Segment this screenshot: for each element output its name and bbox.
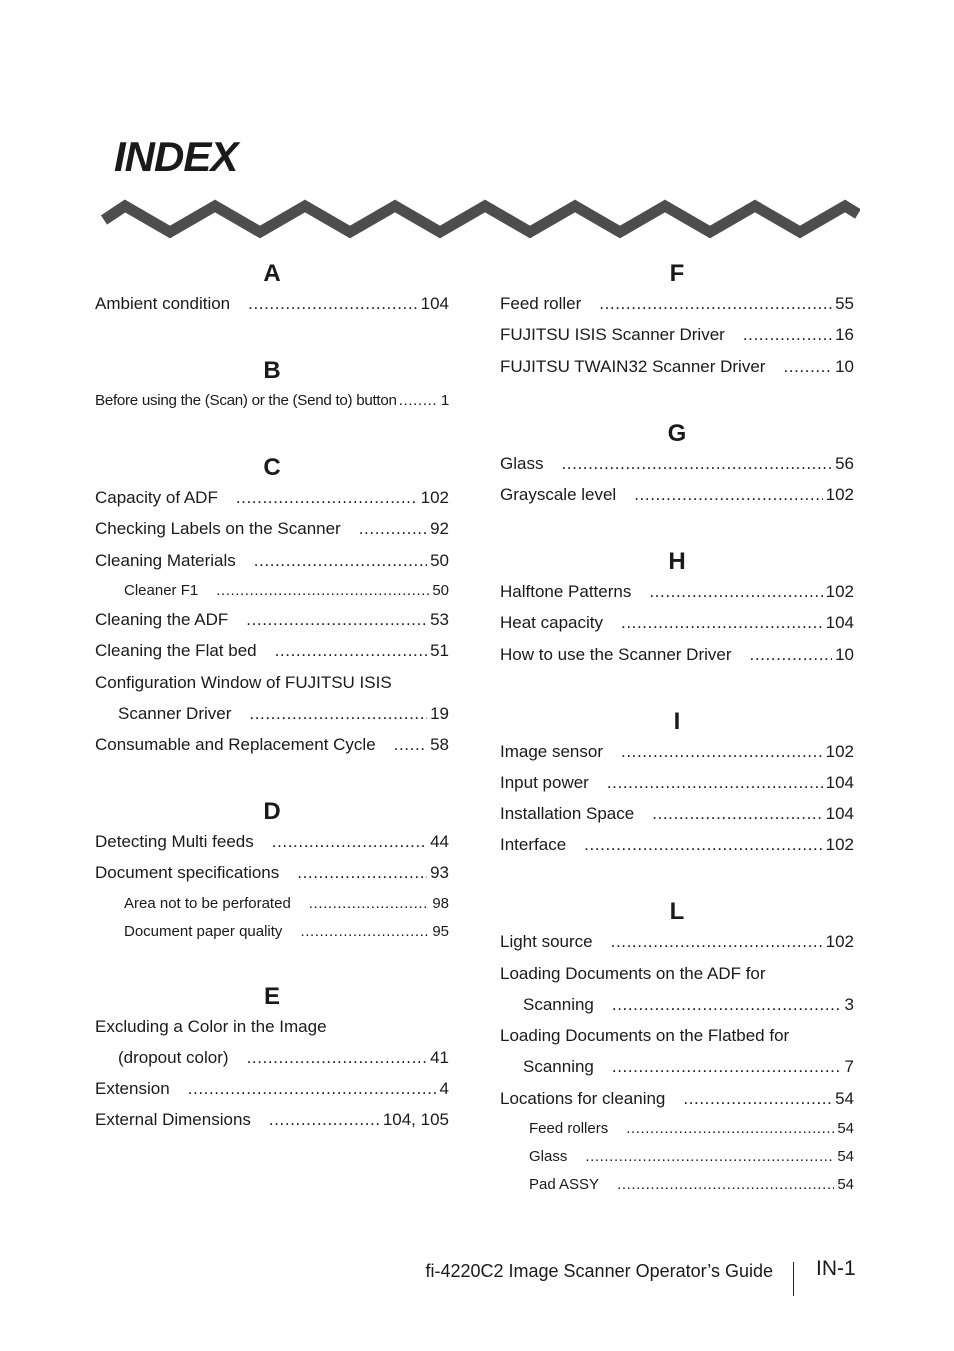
- index-subentry: Document paper quality ..... 95: [124, 922, 449, 942]
- index-entry: Feed roller ..... 55: [500, 294, 854, 314]
- index-entry: Cleaning the ADF ..... 53: [95, 610, 449, 630]
- page-title: INDEX: [114, 133, 238, 180]
- index-entry: Locations for cleaning ..... 54: [500, 1089, 854, 1109]
- index-subentry: Glass ..... 54: [529, 1147, 854, 1167]
- index-subentry: Feed rollers ..... 54: [529, 1119, 854, 1139]
- index-entry: Input power ..... 104: [500, 773, 854, 793]
- index-entry: External Dimensions ..... 104, 105: [95, 1110, 449, 1130]
- index-entry: Before using the (Scan) or the (Send to) button ..... 1: [95, 391, 449, 411]
- index-entry: Checking Labels on the Scanner ..... 92: [95, 519, 449, 539]
- index-entry: Document specifications ..... 93: [95, 863, 449, 883]
- index-entry: How to use the Scanner Driver ..... 10: [500, 645, 854, 665]
- section-letter-i: I: [673, 708, 681, 735]
- section-letter-f: F: [669, 260, 685, 287]
- index-entry: Cleaning Materials ..... 50: [95, 551, 449, 571]
- index-entry: Loading Documents on the Flatbed for: [500, 1026, 790, 1045]
- index-entry-continued: Scanning ..... 7: [523, 1057, 854, 1077]
- index-entry: Loading Documents on the ADF for: [500, 964, 766, 983]
- index-entry: Consumable and Replacement Cycle ..... 58: [95, 735, 449, 755]
- section-letter-l: L: [669, 898, 685, 925]
- footer-divider: [793, 1262, 794, 1296]
- footer-guide-title: fi-4220C2 Image Scanner Operator’s Guide: [425, 1261, 773, 1281]
- section-letter-d: D: [263, 798, 281, 825]
- index-entry: Capacity of ADF ..... 102: [95, 488, 449, 508]
- index-entry: Cleaning the Flat bed ..... 51: [95, 641, 449, 661]
- index-entry: Ambient condition ..... 104: [95, 294, 449, 314]
- index-entry-continued: Scanner Driver ..... 19: [118, 704, 449, 724]
- section-letter-g: G: [667, 420, 687, 447]
- index-entry: Grayscale level ..... 102: [500, 485, 854, 505]
- index-entry: Installation Space ..... 104: [500, 804, 854, 824]
- section-letter-c: C: [263, 454, 281, 481]
- index-entry: Image sensor ..... 102: [500, 742, 854, 762]
- index-entry: Interface ..... 102: [500, 835, 854, 855]
- index-entry-continued: Scanning ..... 3: [523, 995, 854, 1015]
- footer-page-number: IN-1: [816, 1257, 856, 1280]
- index-entry: Heat capacity ..... 104: [500, 613, 854, 633]
- index-entry: Halftone Patterns ..... 102: [500, 582, 854, 602]
- index-entry: Glass ..... 56: [500, 454, 854, 474]
- section-letter-b: B: [263, 357, 281, 384]
- index-subentry: Cleaner F1 ..... 50: [124, 581, 449, 601]
- section-letter-h: H: [668, 548, 686, 575]
- section-letter-e: E: [263, 983, 280, 1010]
- index-subentry: Pad ASSY ..... 54: [529, 1175, 854, 1195]
- zigzag-divider: [100, 198, 860, 242]
- index-entry: Excluding a Color in the Image: [95, 1017, 327, 1036]
- index-entry: FUJITSU ISIS Scanner Driver ..... 16: [500, 325, 854, 345]
- section-letter-a: A: [263, 260, 281, 287]
- index-subentry: Area not to be perforated ..... 98: [124, 894, 449, 914]
- index-entry: Detecting Multi feeds ..... 44: [95, 832, 449, 852]
- index-entry: Extension ..... 4: [95, 1079, 449, 1099]
- index-entry-continued: (dropout color) ..... 41: [118, 1048, 449, 1068]
- index-entry: Configuration Window of FUJITSU ISIS: [95, 673, 392, 692]
- index-entry: FUJITSU TWAIN32 Scanner Driver ..... 10: [500, 357, 854, 377]
- index-entry: Light source ..... 102: [500, 932, 854, 952]
